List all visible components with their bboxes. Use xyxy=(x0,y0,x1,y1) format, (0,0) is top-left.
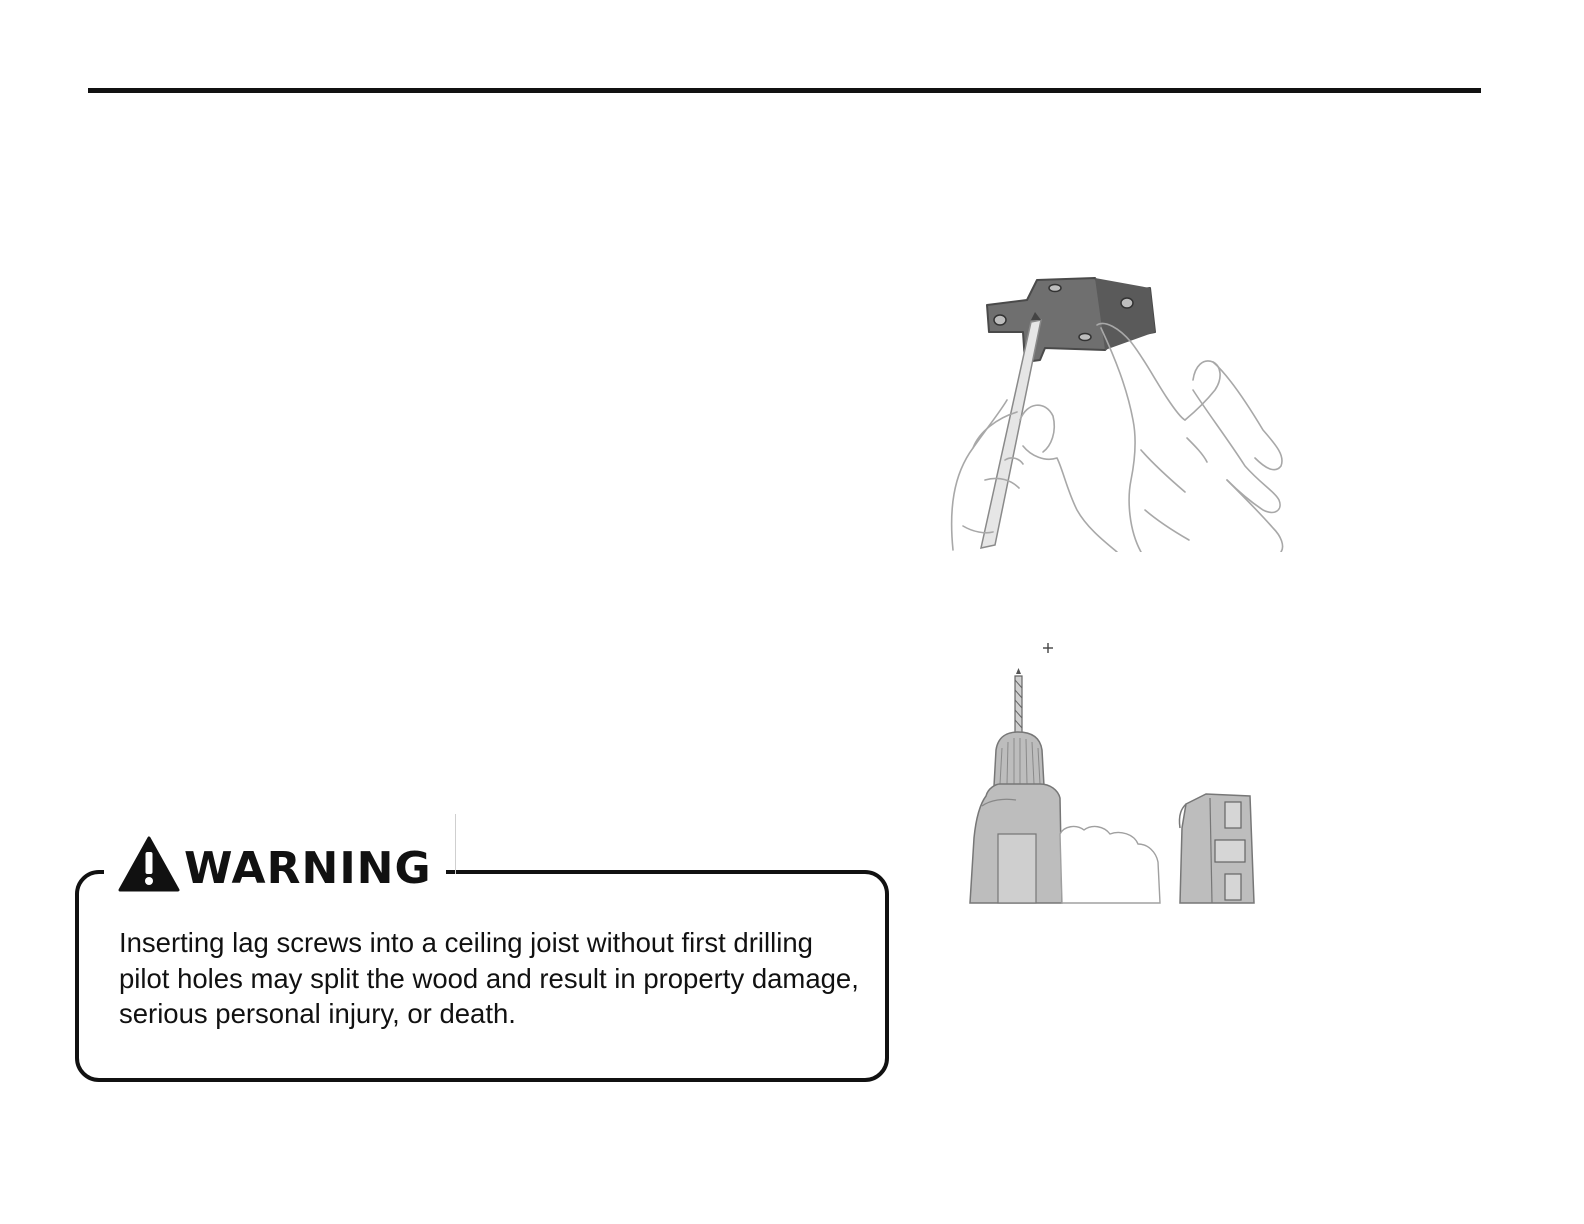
drill-pilot-hole-illustration xyxy=(960,638,1270,906)
warning-title: WARNING xyxy=(184,843,432,894)
warning-body-text: Inserting lag screws into a ceiling joist without first drilling pilot holes may split the wood and result in property damage, serious personal injury, or death. xyxy=(119,927,859,1029)
top-rule xyxy=(88,88,1481,93)
hands-marking-bracket-holes-illustration xyxy=(945,270,1290,552)
warning-triangle-icon xyxy=(118,836,180,892)
header-tick-mark xyxy=(455,814,456,874)
warning-header xyxy=(104,832,446,896)
